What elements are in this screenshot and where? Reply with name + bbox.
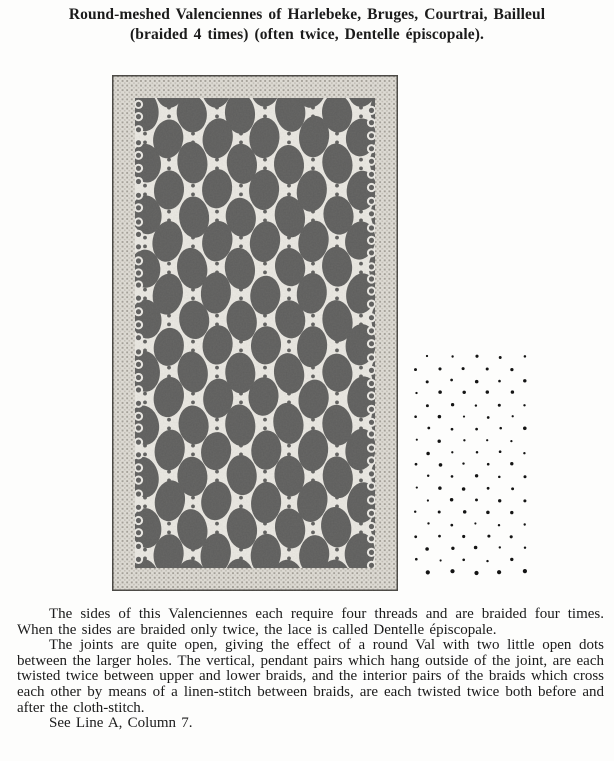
- description-text: [17, 607, 604, 732]
- paragraph-2: The joints are quite open, giving the effect of a round Val with two little open dots between the larger holes. The vertical, pendant pairs which hang outside of the joint, are each twisted twice between upper and lower braids, and the interior pairs of the braids which cross each other by means of a linen-stitch between braids, are each twisted twice both before and after the cloth-stitch.: [17, 637, 604, 716]
- figure-title: [0, 5, 614, 45]
- pricking-pattern-image: [404, 348, 539, 583]
- lace-photo-image: [112, 75, 398, 591]
- lace-photo: [112, 75, 398, 591]
- figure-title-line2: (braided 4 times) (often twice, Dentelle épiscopale).: [130, 26, 484, 43]
- paragraph-1: The sides of this Valenciennes each require four threads and are braided four times. When the sides are braided only twice, the lace is called Dentelle épiscopale.: [17, 606, 604, 638]
- paragraph-3: See Line A, Column 7.: [49, 715, 193, 732]
- figure-title-line1: Round-meshed Valenciennes of Harlebeke, Bruges, Courtrai, Bailleul: [68, 6, 546, 23]
- pricking-pattern: [404, 348, 539, 583]
